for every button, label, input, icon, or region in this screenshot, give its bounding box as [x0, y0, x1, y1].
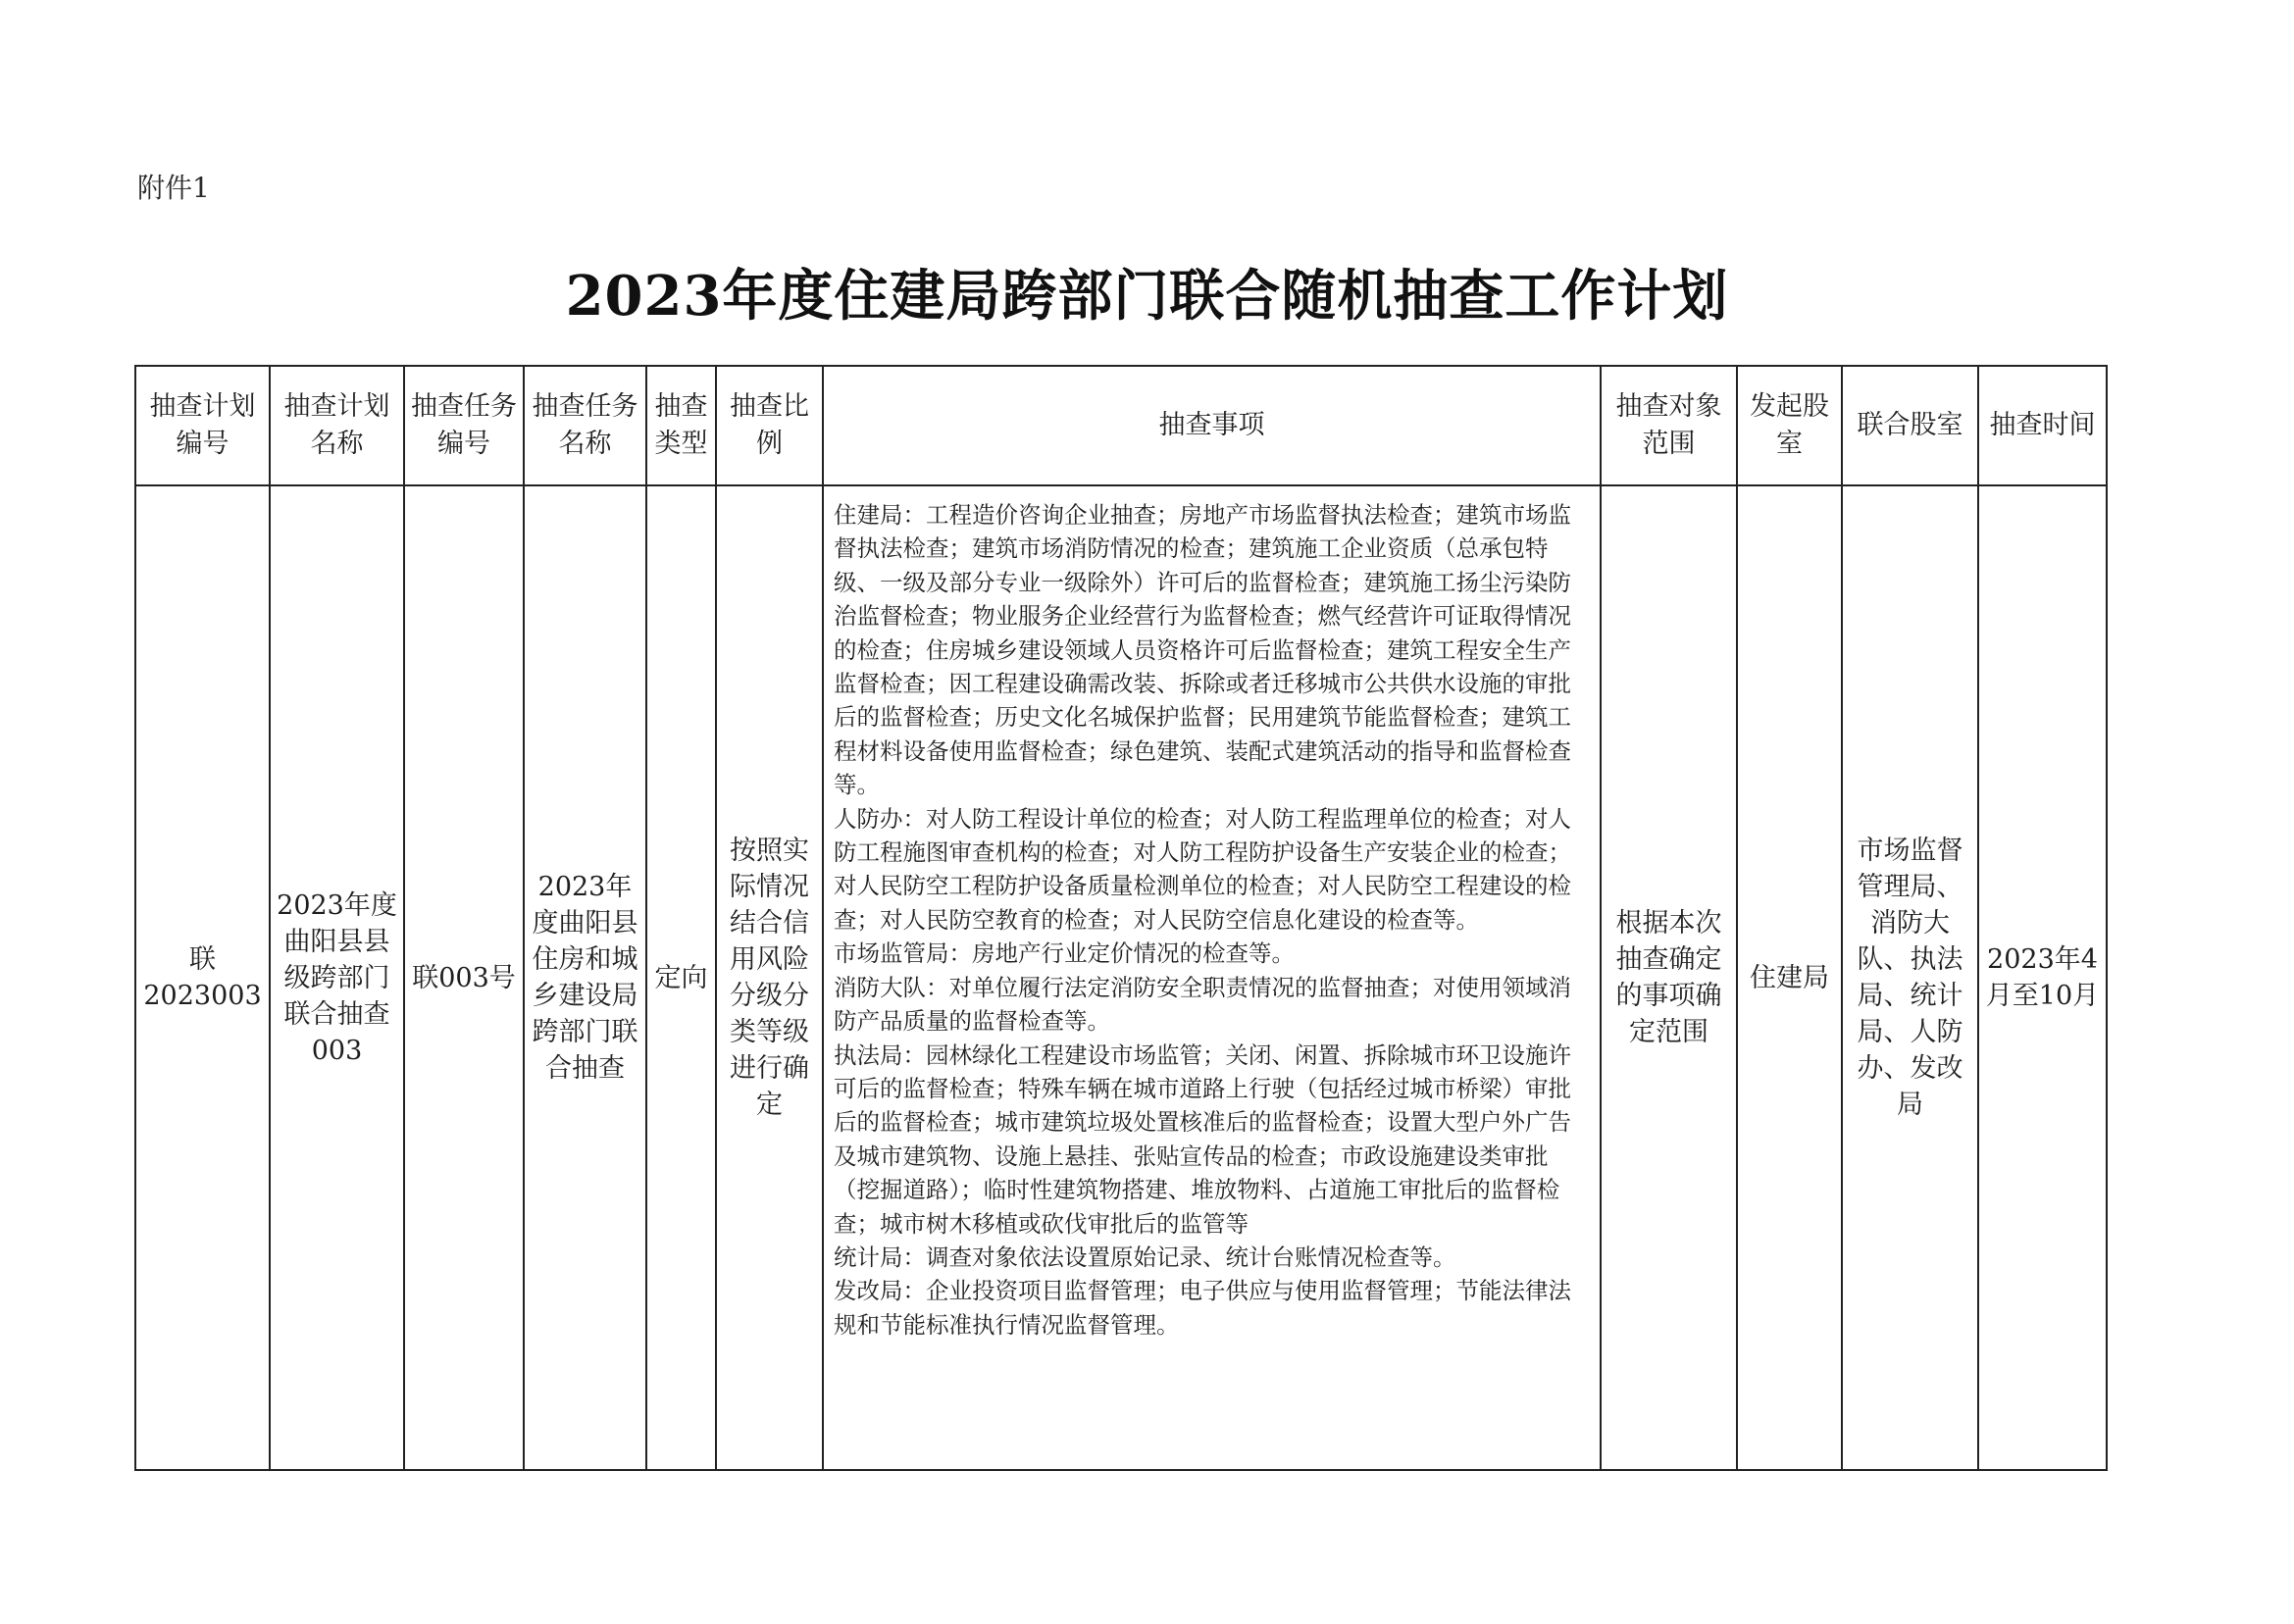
cell-items: [823, 485, 1601, 1470]
header-joint: 联合股室: [1842, 366, 1978, 485]
cell-initiator: 住建局: [1737, 485, 1842, 1470]
header-scope: 抽查对象范围: [1601, 366, 1737, 485]
header-plan-name: 抽查计划名称: [270, 366, 404, 485]
cell-task-name: 2023年度曲阳县住房和城乡建设局跨部门联合抽查: [524, 485, 646, 1470]
item-block-tongjiju: 统计局：调查对象依法设置原始记录、统计台账情况检查等。: [834, 1243, 1456, 1271]
cell-scope: 根据本次抽查确定的事项确定范围: [1601, 485, 1737, 1470]
table-row: [135, 485, 2107, 1470]
item-block-zhifaju: 执法局：园林绿化工程建设市场监管；关闭、闲置、拆除城市环卫设施许可后的监督检查；特殊车辆在城市道路上行驶（包括经过城市桥梁）审批后的监督检查；城市建筑垃圾处置核准后的监督检查；设置大型户外广告及城市建筑物、设施上悬挂、张贴宣传品的检查；市政设施建设类审批（挖掘道路）；临时性建筑物搭建、堆放物料、占道施工审批后的监督检查；城市树木移植或砍伐审批后的监管等: [834, 1040, 1571, 1238]
item-block-fagaiju: 发改局：企业投资项目监督管理；电子供应与使用监督管理；节能法律法规和节能标准执行情况监督管理。: [834, 1277, 1571, 1339]
header-type: 抽查类型: [646, 366, 716, 485]
header-task-name: 抽查任务名称: [524, 366, 646, 485]
item-block-xiaofangdadui: 消防大队：对单位履行法定消防安全职责情况的监督抽查；对使用领域消防产品质量的监督检查等。: [834, 973, 1571, 1036]
attachment-label: 附件1: [137, 172, 210, 204]
cell-plan-no: 联2023003: [135, 485, 270, 1470]
header-task-no: 抽查任务编号: [404, 366, 524, 485]
item-block-zhujianju: 住建局：工程造价咨询企业抽查；房地产市场监督执法检查；建筑市场监督执法检查；建筑市场消防情况的检查；建筑施工企业资质（总承包特级、一级及部分专业一级除外）许可后的监督检查；建筑施工扬尘污染防治监督检查；物业服务企业经营行为监督检查；燃气经营许可证取得情况的检查；住房城乡建设领域人员资格许可后监督检查；建筑工程安全生产监督检查；因工程建设确需改装、拆除或者迁移城市公共供水设施的审批后的监督检查；历史文化名城保护监督；民用建筑节能监督检查；建筑工程材料设备使用监督检查；绿色建筑、装配式建筑活动的指导和监督检查等。: [834, 501, 1571, 799]
header-ratio: 抽查比例: [716, 366, 823, 485]
plan-table: [134, 365, 2108, 1471]
table-header-row: [135, 366, 2107, 485]
item-block-renfangban: 人防办：对人防工程设计单位的检查；对人防工程监理单位的检查；对人防工程施图审查机构的检查；对人防工程防护设备生产安装企业的检查；对人民防空工程防护设备质量检测单位的检查；对人民防空工程建设的检查；对人民防空教育的检查；对人民防空信息化建设的检查等。: [834, 804, 1571, 934]
header-initiator: 发起股室: [1737, 366, 1842, 485]
cell-type: 定向: [646, 485, 716, 1470]
cell-joint: 市场监督管理局、消防大队、执法局、统计局、人防办、发改局: [1842, 485, 1978, 1470]
header-time: 抽查时间: [1978, 366, 2107, 485]
header-plan-no: 抽查计划编号: [135, 366, 270, 485]
cell-time: 2023年4月至10月: [1978, 485, 2107, 1470]
cell-ratio: 按照实际情况结合信用风险分级分类等级进行确定: [716, 485, 823, 1470]
cell-task-no: 联003号: [404, 485, 524, 1470]
cell-plan-name: 2023年度曲阳县县级跨部门联合抽查003: [270, 485, 404, 1470]
header-items: 抽查事项: [823, 366, 1601, 485]
page-title: 2023年度住建局跨部门联合随机抽查工作计划: [565, 264, 1729, 329]
item-block-shichangjianguan: 市场监管局：房地产行业定价情况的检查等。: [834, 939, 1295, 968]
